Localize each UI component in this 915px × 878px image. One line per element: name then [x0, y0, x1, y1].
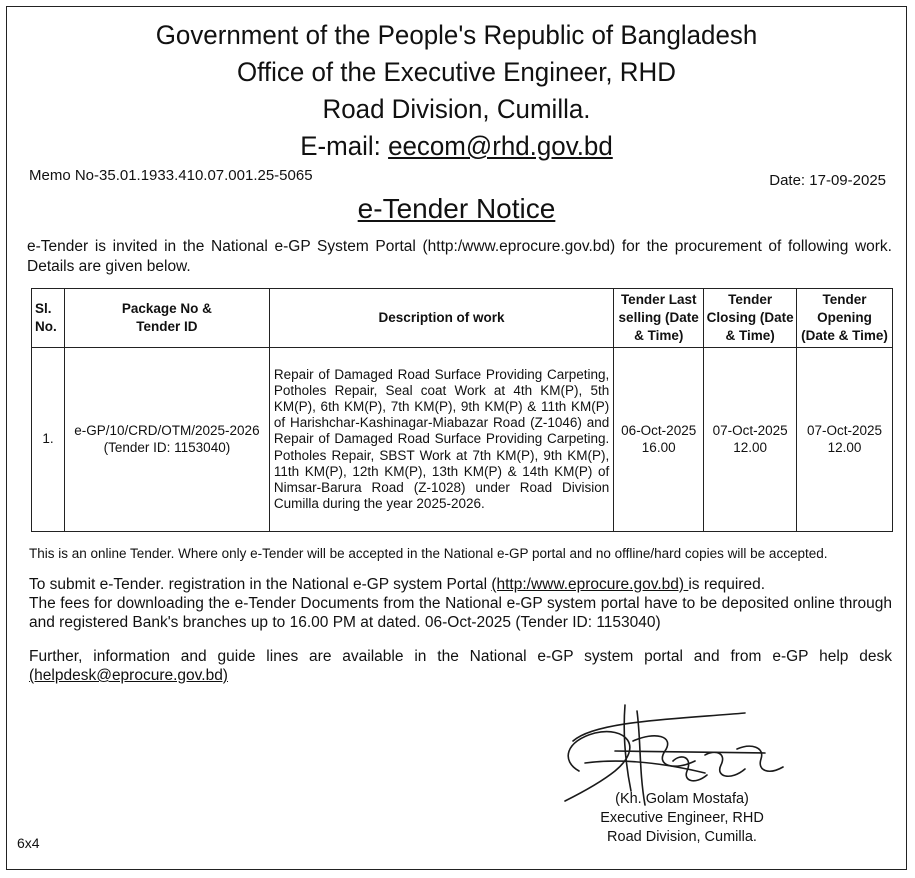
- intro-paragraph: e-Tender is invited in the National e-GP System Portal (http:/www.eprocure.gov.bd) for the procurement of following work. Details are given below.: [27, 238, 892, 275]
- letterhead: [7, 17, 906, 165]
- header-opening: Tender Opening (Date & Time): [797, 289, 893, 348]
- office-title: Office of the Executive Engineer, RHD: [237, 57, 676, 87]
- header-description: Description of work: [269, 289, 613, 348]
- table-row: [32, 348, 893, 532]
- header-last-selling: Tender Last selling (Date & Time): [614, 289, 704, 348]
- closing-time: 12.00: [733, 439, 767, 455]
- cell-closing: [704, 348, 797, 532]
- email-line: [25, 128, 888, 165]
- signatory-office: Road Division, Cumilla.: [607, 829, 757, 845]
- header-package: Package No & Tender ID: [64, 289, 269, 348]
- notice-title: e-Tender Notice: [357, 193, 556, 224]
- government-title: Government of the People's Republic of Bangladesh: [155, 20, 758, 50]
- notice-date: Date: 17-09-2025: [769, 172, 886, 189]
- email-label: E-mail:: [300, 131, 389, 161]
- header-closing: Tender Closing (Date & Time): [704, 289, 797, 348]
- tender-table: [31, 288, 893, 532]
- signature-block: [567, 790, 797, 847]
- fees-text: The fees for downloading the e-Tender Documents from the National e-GP system portal have to be deposited online through and registered Bank's branches up to 16.00 PM at dated. 06-Oct-2025 (Tender ID: 1153040): [29, 595, 892, 631]
- helpdesk-link[interactable]: (helpdesk@eprocure.gov.bd): [29, 667, 228, 684]
- email-link[interactable]: eecom@rhd.gov.bd: [388, 131, 613, 161]
- submission-paragraph: [29, 575, 892, 632]
- signatory-name: (Kh. Golam Mostafa): [615, 791, 749, 807]
- registration-line: [29, 575, 892, 594]
- opening-time: 12.00: [827, 439, 862, 455]
- table-header-row: [32, 289, 893, 348]
- tender-id: (Tender ID: 1153040): [103, 439, 231, 455]
- selling-date: 06-Oct-2025: [621, 423, 697, 439]
- cell-package: [64, 348, 269, 532]
- header-sl: Sl. No.: [32, 289, 65, 348]
- further-text: Further, information and guide lines are available in the National e-GP system portal and from e-GP help desk: [29, 648, 892, 665]
- selling-time: 16.00: [641, 439, 676, 455]
- cell-last-selling: [614, 348, 704, 532]
- cell-description: Repair of Damaged Road Surface Providing Carpeting, Potholes Repair, Seal coat Work at 4th KM(P), 5th KM(P), 6th KM(P), 7th KM(P), 9th KM(P) & 11th KM(P) of Harishchar-Kashinagar-Miabazar Road (Z-1046) and Repair of Damaged Road Surface Providing Carpeting. Potholes Repair, SBST Work at 7th KM(P), 9th KM(P), 11th KM(P), 12th KM(P), 13th KM(P) & 14th KM(P) of Nimsar-Barura Road (Z-1028) under Road Division Cumilla during the year 2025-2026.: [269, 348, 613, 532]
- division-title: Road Division, Cumilla.: [322, 94, 591, 124]
- signatory-designation: Executive Engineer, RHD: [600, 810, 764, 826]
- cell-opening: [797, 348, 893, 532]
- registration-text: To submit e-Tender. registration in the National e-GP system Portal: [29, 576, 492, 593]
- eprocure-link[interactable]: (http:/www.eprocure.gov.bd): [491, 576, 689, 593]
- footer-code: 6x4: [17, 835, 40, 851]
- online-tender-note: This is an online Tender. Where only e-Tender will be accepted in the National e-GP portal and no offline/hard copies will be accepted.: [29, 546, 828, 561]
- closing-date: 07-Oct-2025: [712, 423, 788, 439]
- package-number: e-GP/10/CRD/OTM/2025-2026: [74, 423, 260, 439]
- registration-required: is required.: [688, 576, 766, 593]
- notice-page: [6, 6, 907, 870]
- memo-number: Memo No-35.01.1933.410.07.001.25-5065: [29, 167, 313, 184]
- further-info-paragraph: [29, 647, 892, 685]
- cell-sl: 1.: [32, 348, 65, 532]
- opening-date: 07-Oct-2025: [807, 423, 883, 439]
